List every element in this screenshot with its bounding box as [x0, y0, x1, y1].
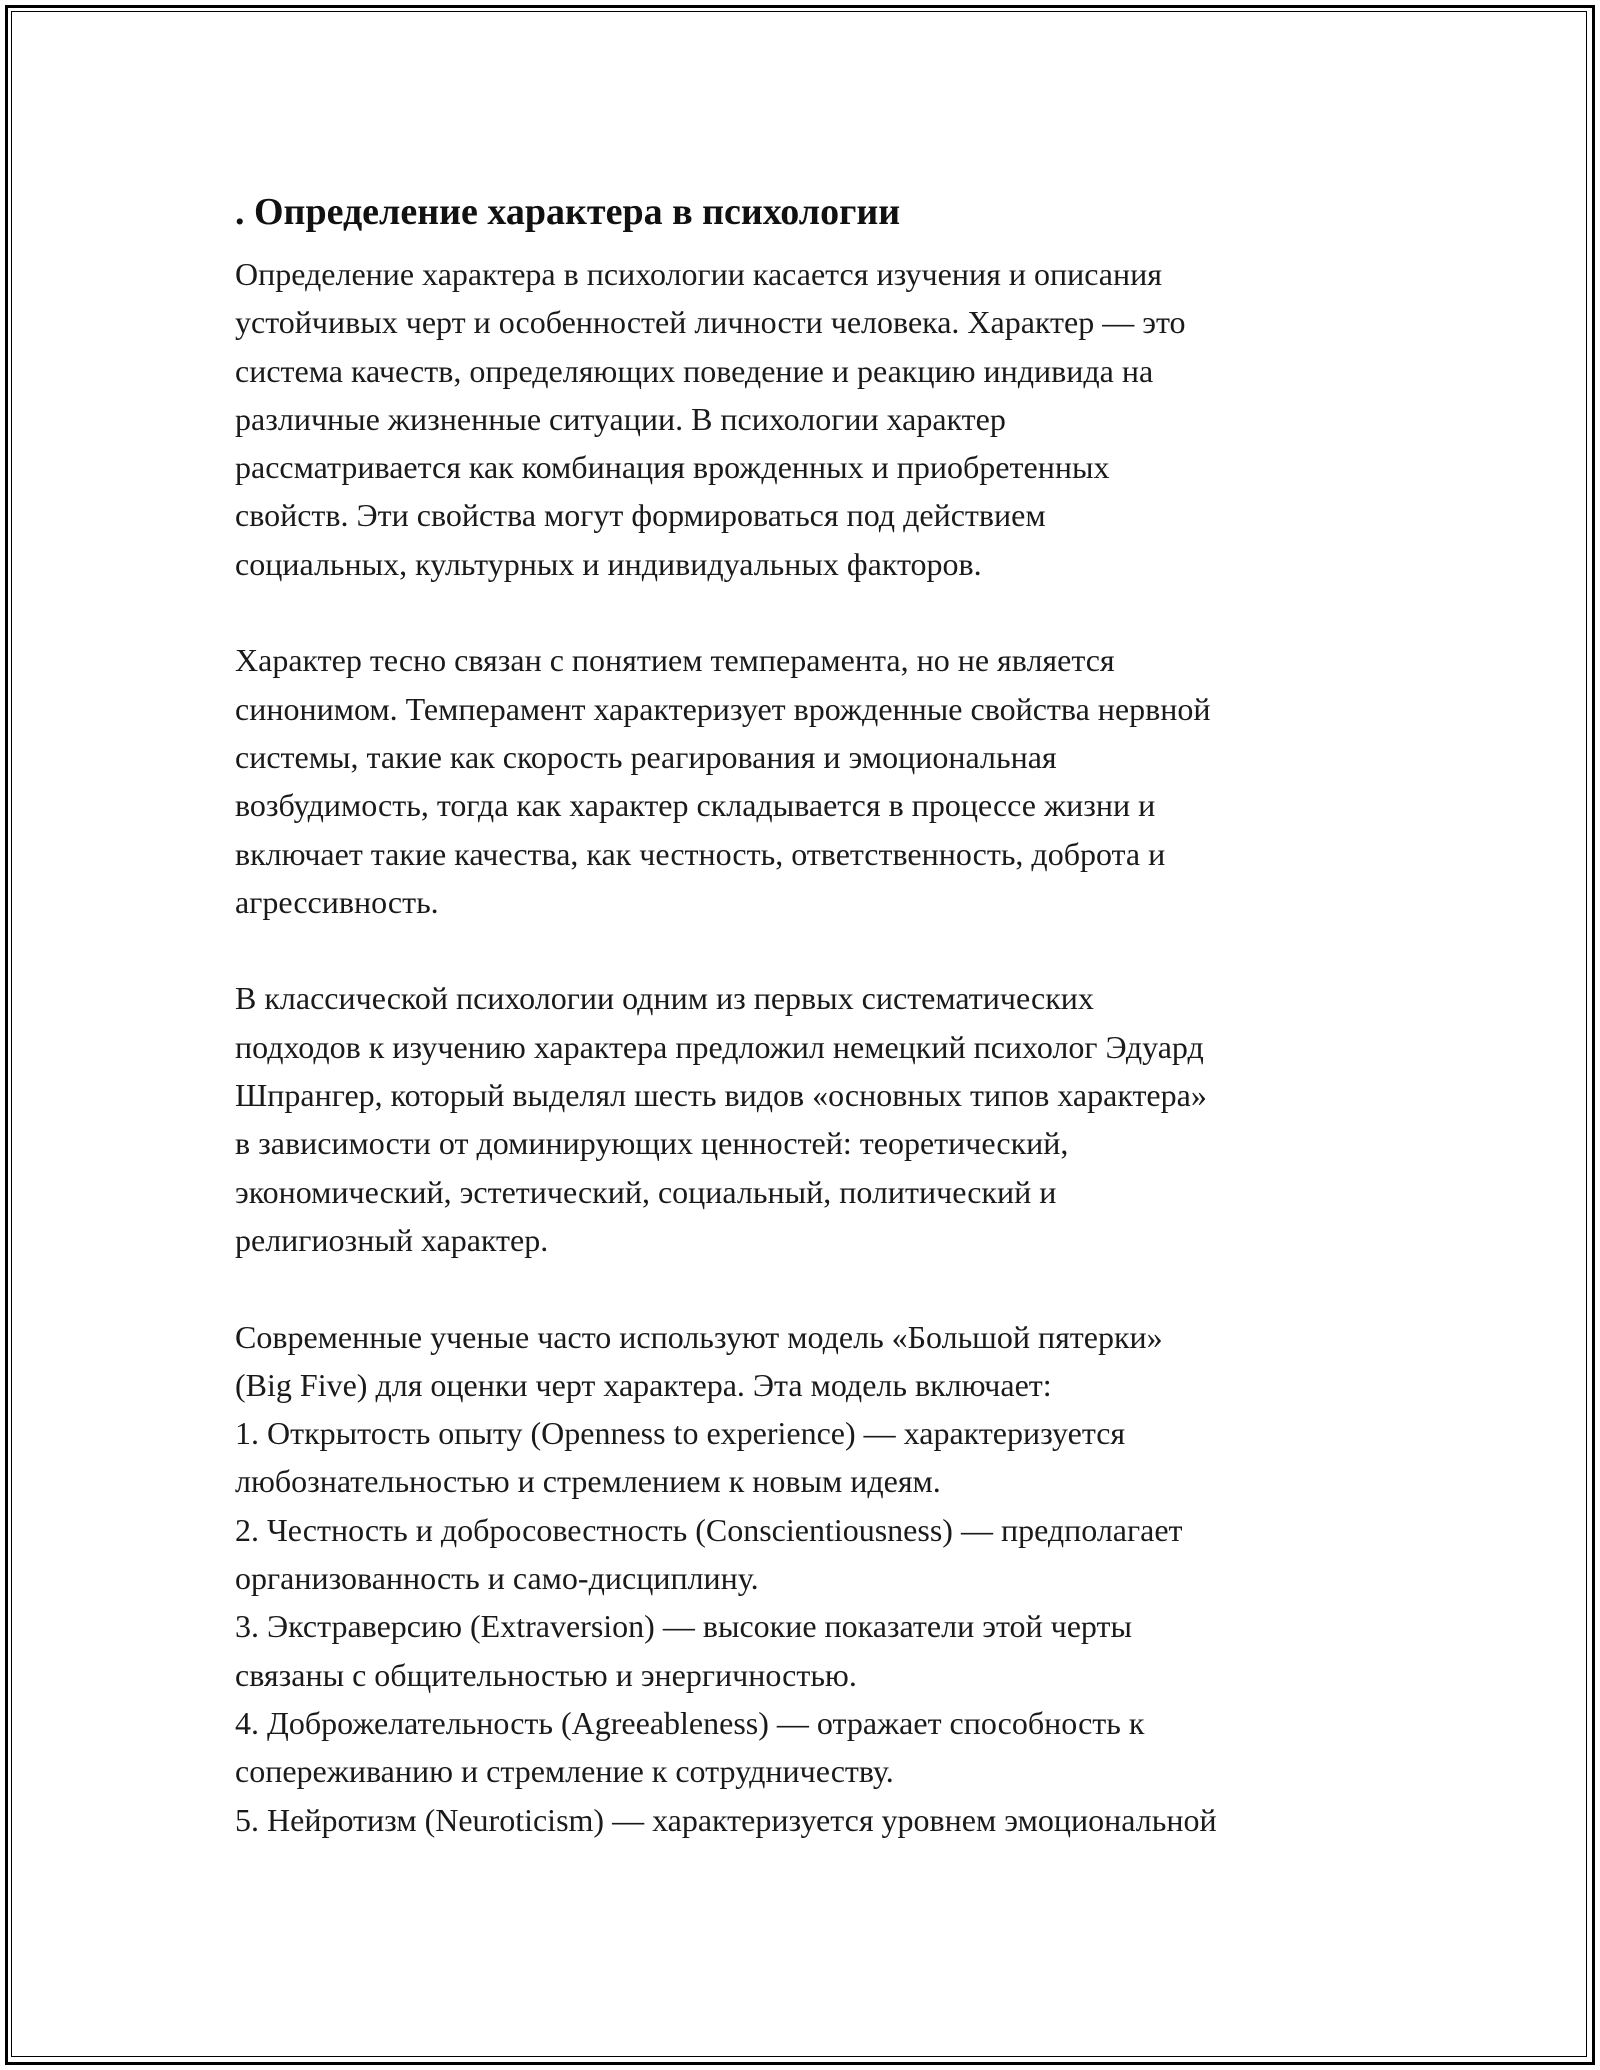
- paragraph-1: [235, 250, 1375, 588]
- list-item-line: 5. Нейротизм (Neuroticism) — характеризуется уровнем эмоциональной: [235, 1801, 1217, 1838]
- paragraph-line: рассматривается как комбинация врожденных и приобретенных: [235, 449, 1110, 486]
- paragraph-line: Характер тесно связан с понятием темперамента, но не является: [235, 642, 1115, 679]
- paragraph-line: свойств. Эти свойства могут формироваться под действием: [235, 497, 1046, 534]
- paragraph-line: синонимом. Темперамент характеризует врожденные свойства нервной: [235, 690, 1211, 727]
- paragraph-line: социальных, культурных и индивидуальных факторов.: [235, 545, 982, 582]
- paragraph-line: Современные ученые часто используют модель «Большой пятерки»: [235, 1318, 1163, 1355]
- list-item-line: любознательностью и стремлением к новым идеям.: [235, 1463, 941, 1500]
- paragraph-2: [235, 636, 1375, 926]
- paragraph-line: устойчивых черт и особенностей личности человека. Характер — это: [235, 304, 1186, 341]
- list-item-line: 1. Открытость опыту (Openness to experience) — характеризуется: [235, 1415, 1126, 1452]
- paragraph-line: агрессивность.: [235, 883, 439, 920]
- list-item-line: 3. Экстраверсию (Extraversion) — высокие показатели этой черты: [235, 1608, 1132, 1645]
- paragraph-line: системы, такие как скорость реагирования и эмоциональная: [235, 738, 1057, 775]
- paragraph-line: религиозный характер.: [235, 1221, 549, 1258]
- paragraph-line: возбудимость, тогда как характер складывается в процессе жизни и: [235, 787, 1156, 824]
- paragraph-line: Шпрангер, который выделял шесть видов «основных типов характера»: [235, 1077, 1207, 1114]
- paragraph-line: Определение характера в психологии касается изучения и описания: [235, 256, 1162, 292]
- paragraph-line: система качеств, определяющих поведение и реакцию индивида на: [235, 352, 1154, 389]
- paragraph-line: включает такие качества, как честность, ответственность, доброта и: [235, 835, 1166, 872]
- paragraph-4: [235, 1313, 1375, 1844]
- list-item-line: организованность и само-дисциплину.: [235, 1560, 759, 1597]
- paragraph-line: (Big Five) для оценки черт характера. Эта модель включает:: [235, 1366, 1052, 1403]
- document-page: [235, 186, 1375, 1892]
- list-item-line: связаны с общительностью и энергичностью.: [235, 1656, 857, 1693]
- section-heading: . Определение характера в психологии: [235, 191, 901, 233]
- paragraph-line: различные жизненные ситуации. В психологии характер: [235, 400, 1006, 437]
- list-item-line: сопереживанию и стремление к сотрудничеству.: [235, 1753, 894, 1790]
- paragraph-line: подходов к изучению характера предложил немецкий психолог Эдуард: [235, 1028, 1204, 1065]
- list-item-line: 2. Честность и добросовестность (Conscientiousness) — предполагает: [235, 1511, 1183, 1548]
- list-item-line: 4. Доброжелательность (Agreeableness) — отражает способность к: [235, 1704, 1145, 1741]
- paragraph-line: В классической психологии одним из первых систематических: [235, 980, 1094, 1017]
- paragraph-line: в зависимости от доминирующих ценностей: теоретический,: [235, 1125, 1069, 1162]
- paragraph-line: экономический, эстетический, социальный, политический и: [235, 1173, 1057, 1210]
- paragraph-3: [235, 974, 1375, 1264]
